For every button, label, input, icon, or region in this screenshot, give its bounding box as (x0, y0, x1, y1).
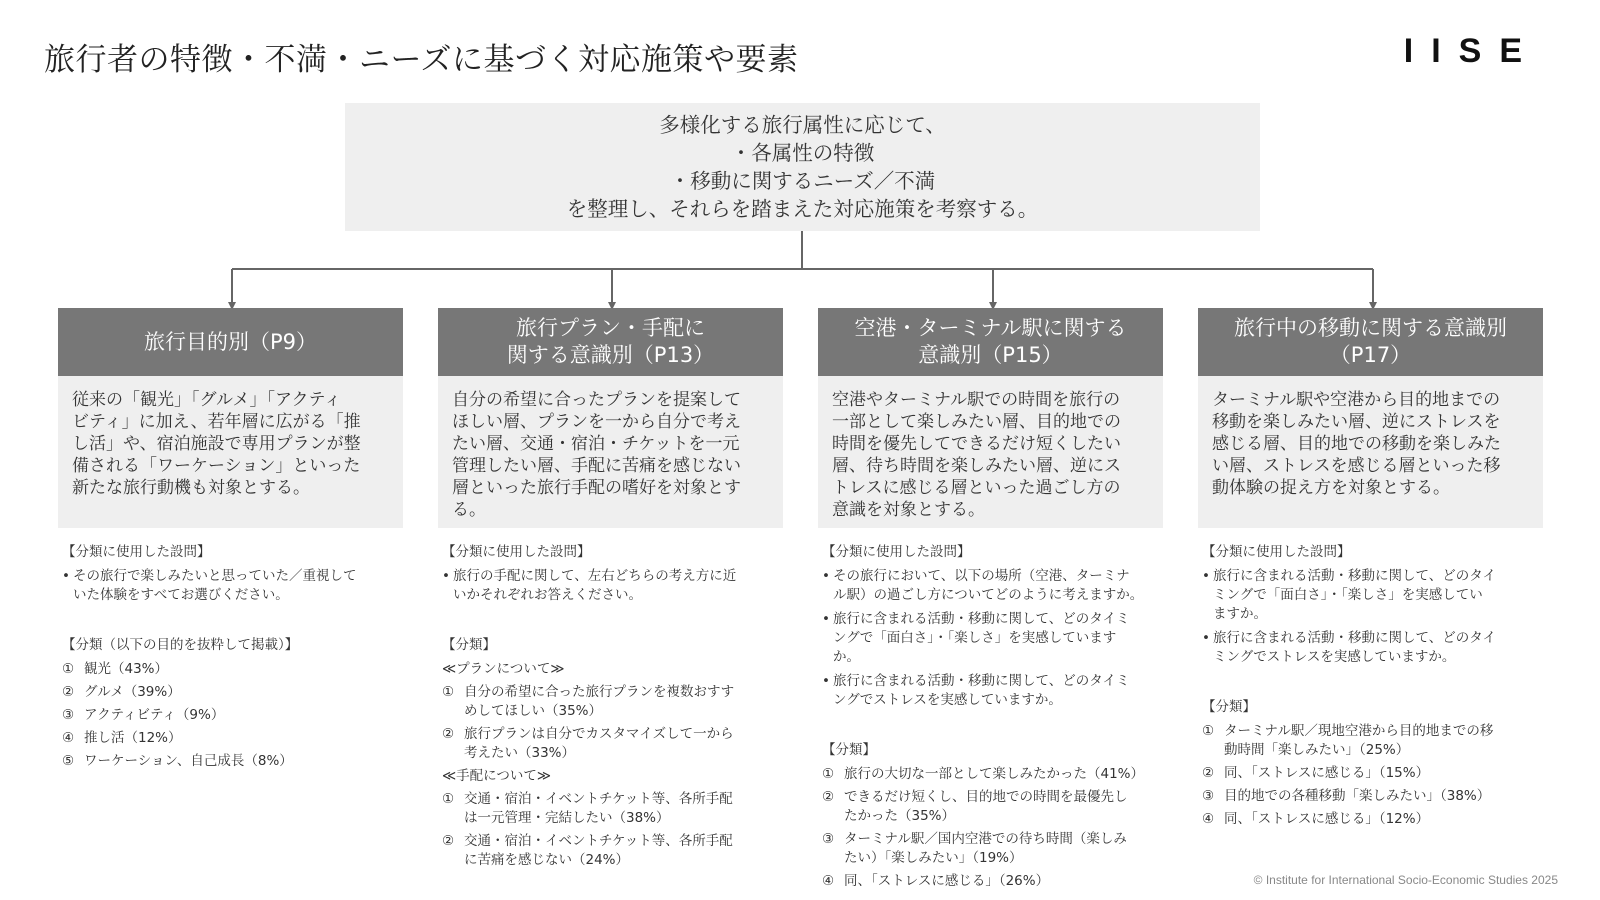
classification-item (822, 765, 1177, 784)
question-bullet (822, 567, 1177, 605)
category-notes (1202, 543, 1557, 833)
category-header-line: 旅行目的別（P9） (143, 329, 318, 354)
item-line: ワーケーション、自己成長（8%） (84, 753, 293, 769)
question-line: か。 (833, 649, 860, 665)
description-line: し活」や、宿泊施設で専用プランが整 (72, 434, 361, 454)
item-line: できるだけ短くし、目的地での時間を最優先し (844, 789, 1128, 805)
item-line: 考えたい（33%） (464, 745, 576, 761)
classification-item (822, 788, 1177, 826)
question-line: • その旅行において、以下の場所（空港、ターミナ (833, 568, 1130, 584)
description-line: トレスに感じる層といった過ごし方の (832, 478, 1121, 498)
category-header-line: 旅行プラン・手配に (515, 316, 705, 340)
classification-item (442, 790, 797, 828)
question-line: ますか。 (1213, 606, 1267, 622)
item-line: に苦痛を感じない（24%） (464, 852, 630, 868)
description-line: 空港やターミナル駅での時間を旅行の (832, 390, 1121, 410)
question-bullet (822, 672, 1177, 710)
item-number: ① (822, 766, 835, 782)
item-line: たかった（35%） (844, 808, 956, 824)
description-line: る。 (452, 500, 486, 520)
question-section-title: 【分類に使用した設問】 (62, 544, 211, 560)
classification-item (1202, 722, 1557, 760)
classification-item (62, 729, 417, 748)
classification-item (822, 872, 1177, 891)
question-bullet (1202, 567, 1557, 624)
category-header (58, 308, 403, 376)
item-line: 旅行プランは自分でカスタマイズして一から (464, 726, 734, 742)
question-line: ミングでストレスを実感していますか。 (1213, 649, 1456, 665)
classification-item (62, 660, 417, 679)
category-header-text (1234, 315, 1507, 369)
intro-line: を整理し、それらを踏まえた対応施策を考察する。 (566, 197, 1039, 221)
item-number: ② (442, 726, 455, 742)
item-line: 同、「ストレスに感じる」（15%） (1224, 765, 1430, 781)
classification-section-title: 【分類】 (1202, 699, 1256, 715)
classification-item (1202, 787, 1557, 806)
category-notes (822, 543, 1177, 895)
classification-item (1202, 810, 1557, 829)
item-number: ③ (62, 707, 75, 723)
item-line: ターミナル駅／国内空港での待ち時間（楽しみ (844, 831, 1127, 847)
section-gap (62, 610, 417, 636)
item-line: 自分の希望に合った旅行プランを複数おすす (464, 684, 735, 700)
item-number: ② (822, 789, 835, 805)
item-line: 観光（43%） (84, 661, 169, 677)
description-line: 層、待ち時間を楽しみたい層、逆にス (832, 456, 1121, 476)
description-line: い層、ストレスを感じる層といった移 (1212, 456, 1501, 476)
item-line: 同、「ストレスに感じる」（26%） (844, 873, 1050, 889)
description-line: 従来の「観光」「グルメ」「アクティ (72, 390, 342, 410)
description-line: 自分の希望に合ったプランを提案して (452, 390, 741, 410)
classification-item (62, 752, 417, 771)
item-number: ② (1202, 765, 1215, 781)
item-line: 動時間「楽しみたい」（25%） (1224, 742, 1410, 758)
question-line: ングで「面白さ」・「楽しさ」を実感しています (833, 630, 1117, 646)
section-gap (1202, 672, 1557, 698)
description-line: 動体験の捉え方を対象とする。 (1212, 478, 1450, 498)
question-bullet (62, 567, 417, 605)
section-gap (442, 610, 797, 636)
classification-item (442, 683, 797, 721)
category-header (438, 308, 783, 376)
item-number: ④ (62, 730, 75, 746)
question-section-title: 【分類に使用した設問】 (1202, 544, 1351, 560)
category-header-text (144, 329, 317, 356)
intro-line: 多様化する旅行属性に応じて、 (659, 113, 946, 137)
item-number: ① (62, 661, 75, 677)
item-number: ② (62, 684, 75, 700)
page-title: 旅行者の特徴・不満・ニーズに基づく対応施策や要素 (44, 42, 799, 78)
section-gap (822, 715, 1177, 741)
question-line: • 旅行に含まれる活動・移動に関して、どのタイ (1213, 568, 1496, 584)
description-line: 一部として楽しみたい層、目的地での (832, 412, 1121, 432)
item-line: 交通・宿泊・イベントチケット等、各所手配 (464, 791, 733, 807)
item-line: 交通・宿泊・イベントチケット等、各所手配 (464, 833, 733, 849)
question-line: いかそれぞれお答えください。 (453, 587, 642, 603)
description-line: 意識を対象とする。 (832, 500, 985, 520)
item-line: 同、「ストレスに感じる」（12%） (1224, 811, 1430, 827)
question-line: • 旅行に含まれる活動・移動に関して、どのタイミ (833, 611, 1130, 627)
classification-section-title: 【分類】 (442, 637, 496, 653)
description-line: 備される「ワーケーション」といった (72, 456, 361, 476)
category-header-line: 関する意識別（P13） (506, 343, 715, 367)
description-line: たい層、交通・宿泊・チケットを一元 (452, 434, 740, 454)
item-number: ① (1202, 723, 1215, 739)
category-description (818, 376, 1163, 528)
description-line: 管理したい層、手配に苦痛を感じない (452, 456, 741, 476)
question-line: ル駅）の過ごし方についてどのように考えますか。 (833, 587, 1144, 603)
item-line: 推し活（12%） (84, 730, 182, 746)
item-line: 旅行の大切な一部として楽しみたかった（41%） (844, 766, 1145, 782)
item-line: は一元管理・完結したい（38%） (464, 810, 670, 826)
item-number: ④ (1202, 811, 1215, 827)
category-description (58, 376, 403, 528)
category-header-line: 意識別（P15） (918, 343, 1063, 367)
description-line: ターミナル駅や空港から目的地までの (1212, 390, 1501, 410)
item-line: めしてほしい（35%） (464, 703, 603, 719)
question-section-title: 【分類に使用した設問】 (822, 544, 971, 560)
item-number: ③ (822, 831, 835, 847)
item-line: たい）「楽しみたい」（19%） (844, 850, 1023, 866)
item-line: 目的地での各種移動「楽しみたい」（38%） (1224, 788, 1491, 804)
question-line: • その旅行で楽しみたいと思っていた／重視して (73, 568, 357, 584)
connector-tree (0, 0, 1600, 320)
item-line: ターミナル駅／現地空港から目的地までの移 (1224, 723, 1494, 739)
classification-item (62, 706, 417, 725)
item-line: アクティビティ（9%） (84, 707, 225, 723)
item-line: グルメ（39%） (84, 684, 181, 700)
item-number: ④ (822, 873, 835, 889)
copyright: © Institute for International Socio-Economic Studies 2025 (1253, 873, 1558, 887)
description-line: 新たな旅行動機も対象とする。 (72, 478, 310, 498)
question-line: • 旅行の手配に関して、左右どちらの考え方に近 (453, 568, 737, 584)
question-section-title: 【分類に使用した設問】 (442, 544, 591, 560)
intro-line: ・移動に関するニーズ／不満 (669, 169, 936, 193)
classification-section-title: 【分類（以下の目的を抜粋して掲載）】 (62, 637, 299, 653)
question-bullet (822, 610, 1177, 667)
item-number: ③ (1202, 788, 1215, 804)
classification-item (62, 683, 417, 702)
category-header (818, 308, 1163, 376)
category-header-line: 空港・ターミナル駅に関する (854, 316, 1127, 340)
description-line: 感じる層、目的地での移動を楽しみた (1212, 434, 1501, 454)
category-description (1198, 376, 1543, 528)
question-line: ングでストレスを実感していますか。 (833, 692, 1062, 708)
classification-subtitle: ≪プランについて≫ (442, 661, 565, 677)
question-bullet (442, 567, 797, 605)
item-number: ⑤ (62, 753, 75, 769)
category-header-text (507, 315, 714, 369)
classification-item (1202, 764, 1557, 783)
category-notes (442, 543, 797, 874)
iise-logo: IISE (1403, 32, 1540, 70)
category-header (1198, 308, 1543, 376)
question-line: • 旅行に含まれる活動・移動に関して、どのタイ (1213, 630, 1496, 646)
description-line: ほしい層、プランを一から自分で考え (452, 412, 741, 432)
question-bullet (1202, 629, 1557, 667)
classification-item (442, 832, 797, 870)
category-header-text (855, 315, 1127, 369)
item-number: ② (442, 833, 455, 849)
description-line: 時間を優先してできるだけ短くしたい (832, 434, 1121, 454)
description-line: ビティ」に加え、若年層に広がる「推 (72, 412, 361, 432)
intro-line: ・各属性の特徴 (730, 141, 875, 165)
item-number: ① (442, 791, 455, 807)
item-number: ① (442, 684, 455, 700)
category-header-line: 旅行中の移動に関する意識別 (1234, 316, 1507, 340)
description-line: 移動を楽しみたい層、逆にストレスを (1212, 412, 1501, 432)
classification-item (442, 725, 797, 763)
category-description (438, 376, 783, 528)
description-line: 層といった旅行手配の嗜好を対象とす (452, 478, 741, 498)
classification-item (822, 830, 1177, 868)
question-line: ミングで「面白さ」・「楽しさ」を実感してい (1213, 587, 1483, 603)
classification-section-title: 【分類】 (822, 742, 876, 758)
question-line: いた体験をすべてお選びください。 (73, 587, 289, 603)
category-header-line: （P17） (1329, 343, 1412, 367)
question-line: • 旅行に含まれる活動・移動に関して、どのタイミ (833, 673, 1130, 689)
classification-subtitle: ≪手配について≫ (442, 768, 551, 784)
category-notes (62, 543, 417, 775)
